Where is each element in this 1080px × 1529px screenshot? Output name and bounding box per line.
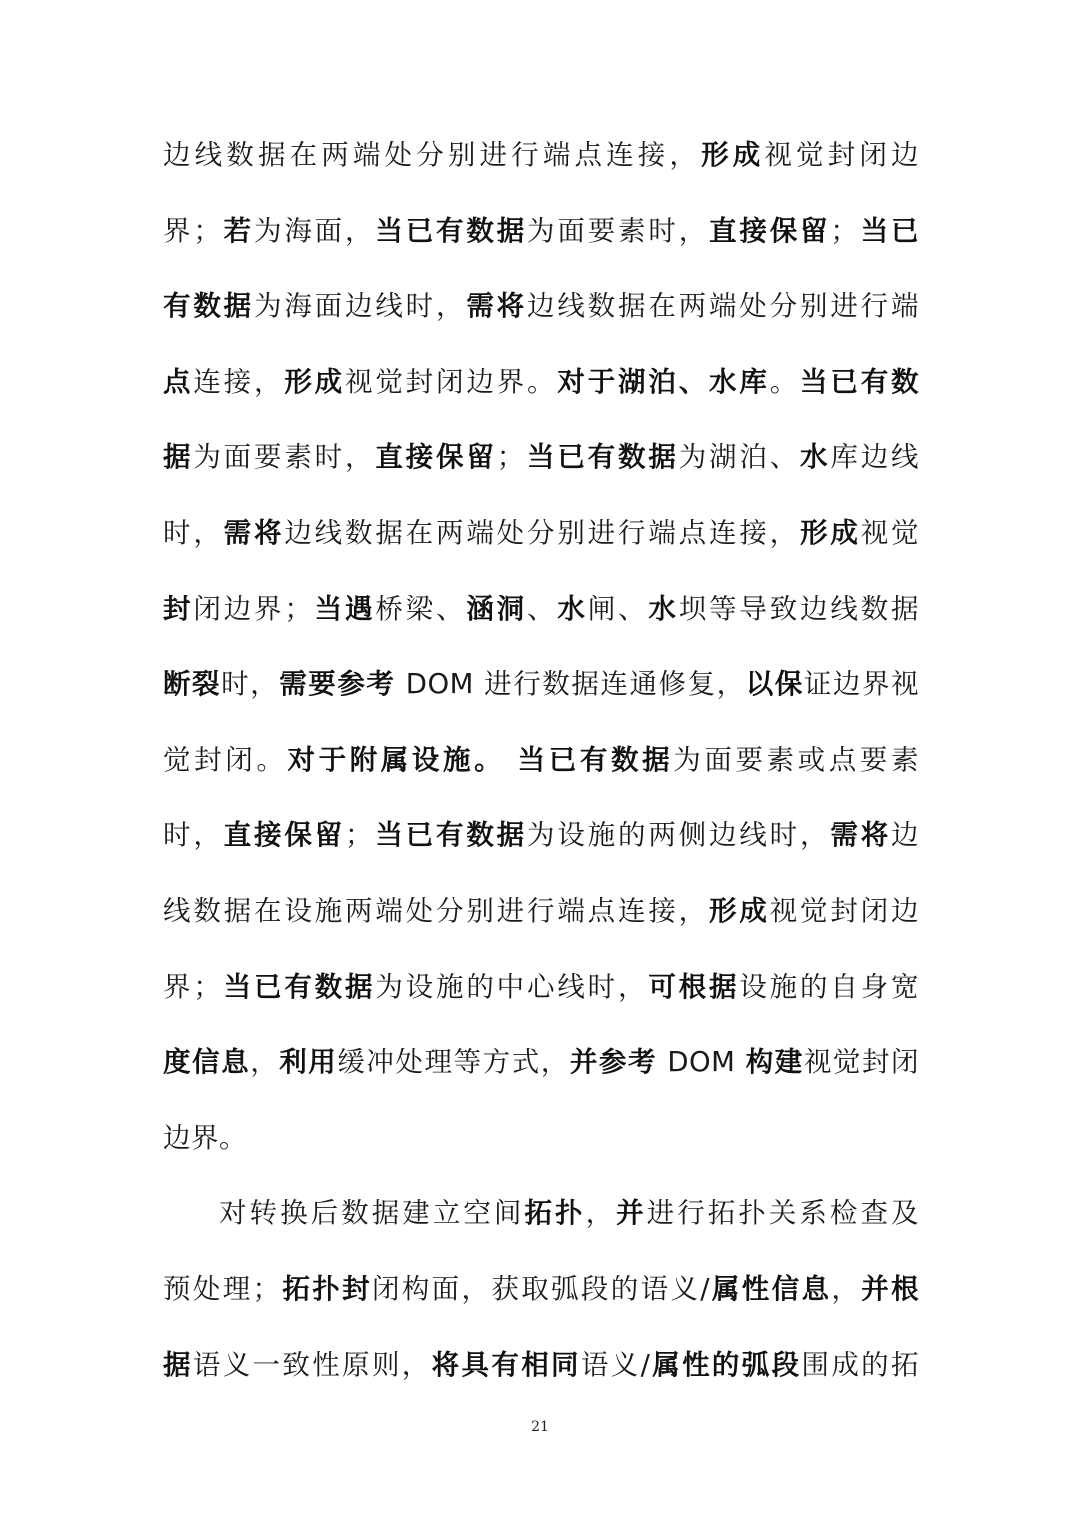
bold-text-segment: 当已有数 — [800, 365, 920, 398]
bold-text-segment: 形成 — [709, 894, 770, 927]
bold-text-segment: 当遇 — [312, 592, 376, 625]
text-line — [163, 1101, 919, 1177]
text-segment: 闭构面，获取弧段的语义/ — [371, 1272, 711, 1305]
bold-text-segment: 形成 — [701, 139, 765, 171]
bold-text-segment: 拓扑 — [524, 1197, 586, 1230]
bold-text-segment: 利用 — [279, 1046, 338, 1079]
bold-text-segment: 对于附属设施。 — [287, 743, 506, 776]
text-segment: 线数据在设施两端处分别进行端点连接， — [163, 894, 709, 927]
text-segment: 库边线 — [830, 441, 920, 474]
text-segment: 边线数据在两端处分别进行端点连接， — [284, 516, 801, 549]
bold-text-segment: 当已 — [858, 214, 920, 247]
bold-text-segment: 当已有数据 — [373, 819, 528, 852]
bold-text-segment: 断裂 — [163, 668, 222, 701]
bold-text-segment: 度信息 — [163, 1046, 251, 1079]
bold-text-segment: 有数据 — [163, 290, 254, 323]
bold-text-segment: 可根据 — [648, 970, 740, 1003]
text-segment: 时， — [221, 668, 280, 701]
text-segment: ； — [345, 819, 374, 852]
text-line — [163, 572, 919, 648]
text-segment: DOM — [657, 1046, 746, 1079]
bold-text-segment: 据 — [163, 1348, 193, 1381]
text-segment: 视觉封闭边 — [769, 894, 920, 927]
bold-text-segment: 水 — [648, 592, 679, 625]
text-segment: 视觉封闭边界。 — [345, 365, 558, 398]
text-segment: 缓冲处理等方式， — [337, 1046, 570, 1079]
bold-text-segment: 当已有数据 — [375, 214, 528, 247]
text-segment: 为海面边线时， — [254, 290, 467, 323]
text-segment: 时， — [163, 516, 224, 549]
text-line — [163, 1176, 919, 1252]
bold-text-segment: 并 — [616, 1197, 647, 1230]
bold-text-segment: 属性的弧段 — [650, 1348, 802, 1381]
text-segment: 边线数据在两端处分别进行端 — [527, 290, 920, 323]
bold-text-segment: 直接保留 — [223, 819, 346, 852]
bold-text-segment: 并根 — [861, 1272, 920, 1305]
bold-text-segment: 当已有数据 — [524, 441, 679, 474]
text-segment: 闸、 — [587, 592, 649, 625]
text-segment: 连接， — [193, 365, 285, 398]
text-segment: 边 — [891, 819, 920, 852]
text-segment: 界； — [163, 214, 222, 247]
text-segment: 为面要素时， — [527, 214, 710, 247]
bold-text-segment: 当已有数据 — [221, 970, 376, 1003]
body-text — [163, 118, 919, 1403]
text-line — [163, 950, 919, 1026]
text-segment: 坝等导致边线数据 — [678, 592, 920, 625]
text-segment: ， — [250, 1046, 280, 1079]
bold-text-segment: 构建 — [745, 1046, 804, 1079]
bold-text-segment: 形成 — [284, 365, 346, 398]
text-segment: 为设施的两侧边线时， — [527, 819, 831, 852]
text-segment: ； — [496, 441, 525, 474]
bold-text-segment: 涵洞 — [466, 592, 528, 625]
bold-text-segment: 并参考 — [569, 1046, 658, 1079]
text-line — [163, 118, 919, 194]
text-segment: ， — [585, 1197, 617, 1230]
text-line — [163, 1252, 919, 1328]
text-segment: 视觉封闭边 — [764, 139, 920, 171]
text-segment: 边界。 — [163, 1121, 247, 1154]
bold-text-segment: 点 — [163, 365, 194, 398]
bold-text-segment: 需将 — [223, 516, 285, 549]
bold-text-segment: 直接保留 — [375, 441, 497, 474]
bold-text-segment: 以保 — [745, 668, 804, 701]
bold-text-segment: 需要参考 — [279, 668, 396, 701]
text-segment: 为面要素时， — [193, 441, 376, 474]
text-segment: 为海面， — [254, 214, 376, 247]
bold-text-segment: 拓扑封 — [280, 1272, 372, 1305]
page-number: 21 — [531, 1419, 549, 1435]
text-segment: 桥梁、 — [375, 592, 467, 625]
bold-text-segment: 若 — [221, 214, 255, 247]
text-segment: 证边界视 — [803, 668, 920, 701]
text-segment: 为面要素或点要素 — [673, 743, 920, 776]
bold-text-segment: 需将 — [466, 290, 528, 323]
text-segment: 觉封闭。 — [163, 743, 288, 776]
text-line — [163, 1025, 919, 1101]
bold-text-segment: 对于湖泊、水库 — [557, 365, 770, 398]
bold-text-segment: 直接保留 — [709, 214, 831, 247]
text-segment: 时， — [163, 819, 224, 852]
text-line — [163, 496, 919, 572]
text-line — [163, 874, 919, 950]
text-segment: 闭边界； — [193, 592, 313, 625]
bold-text-segment: 水 — [557, 592, 588, 625]
text-segment: 。 — [769, 365, 801, 398]
bold-text-segment: 形成 — [800, 516, 861, 549]
text-segment: 进行拓扑关系检查及 — [646, 1197, 920, 1230]
text-segment: 对转换后数据建立空间 — [219, 1197, 525, 1230]
bold-text-segment: 需将 — [830, 819, 892, 852]
text-segment: 、 — [527, 592, 558, 625]
text-segment: 设施的自身宽 — [739, 970, 920, 1003]
text-line — [163, 345, 919, 421]
bold-text-segment: 当已有数据 — [517, 743, 674, 776]
text-segment: 语义/ — [580, 1348, 651, 1381]
bold-text-segment: 据 — [163, 441, 194, 474]
bold-text-segment: 属性信息 — [710, 1272, 832, 1305]
text-line — [163, 647, 919, 723]
text-line — [163, 269, 919, 345]
text-line — [163, 798, 919, 874]
text-segment: 视觉封闭 — [803, 1046, 920, 1079]
bold-text-segment: 将具有相同 — [431, 1348, 581, 1381]
text-segment — [505, 744, 517, 776]
bold-text-segment: 封 — [163, 592, 194, 625]
text-segment: ， — [831, 1272, 862, 1305]
text-segment: 视觉 — [860, 516, 920, 549]
text-line — [163, 1328, 919, 1404]
text-segment: 边线数据在两端处分别进行端点连接， — [163, 139, 702, 171]
text-line — [163, 723, 919, 799]
text-segment: 界； — [163, 970, 222, 1003]
text-line — [163, 194, 919, 270]
text-segment: DOM 进行数据连通修复， — [395, 668, 746, 701]
bold-text-segment: 水 — [800, 441, 831, 474]
text-segment: 语义一致性原则， — [192, 1348, 432, 1381]
text-segment: 围成的拓 — [801, 1348, 920, 1381]
text-segment: 预处理； — [163, 1272, 281, 1305]
text-segment: ； — [830, 214, 859, 247]
text-line — [163, 420, 919, 496]
text-segment: 为湖泊、 — [678, 441, 801, 474]
text-segment: 为设施的中心线时， — [375, 970, 649, 1003]
